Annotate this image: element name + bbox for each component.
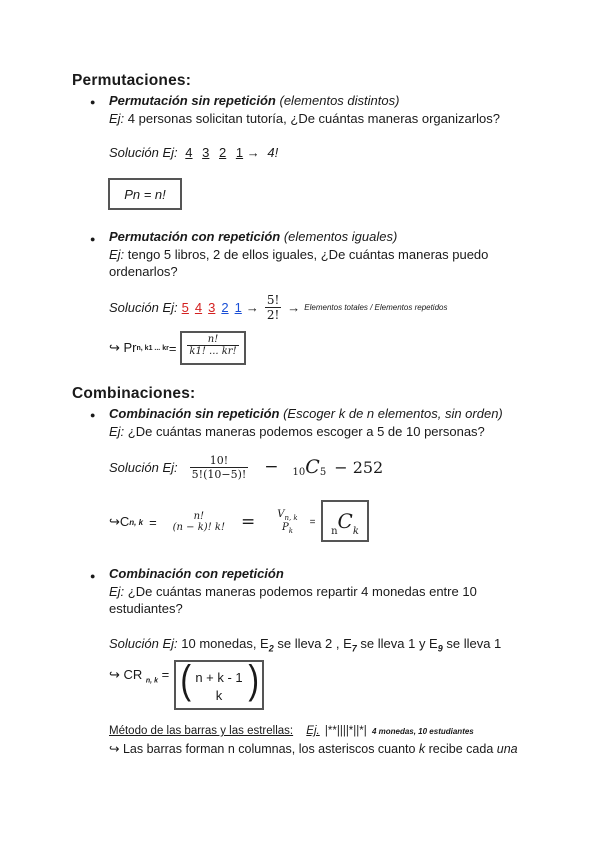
comb-sin-rep-formula: ↪C n, k = n! (n − k)! k! = $V_{n, k}$ $P_k$ = (109, 509, 316, 535)
metodo-label: Método de las barras y las estrellas: (109, 725, 294, 737)
sol-num: 1 (235, 145, 244, 160)
section-heading-permutaciones: Permutaciones: (72, 72, 192, 89)
binomial-top: n + k - 1 (195, 670, 243, 685)
comb-con-rep-title: Combinación con repetición (109, 566, 284, 581)
perm-con-rep-example-2: ordenarlos? (109, 264, 178, 279)
metodo-explanation: ↪ Las barras forman n columnas, los asteriscos cuanto k recibe cada una (109, 742, 518, 756)
formula-box-nck (321, 500, 369, 542)
perm-con-rep-desc: (elementos iguales) (283, 229, 398, 244)
binomial-right-paren: ) (248, 658, 259, 702)
sol-num: 4 (185, 145, 193, 160)
comb-sin-rep-desc: (Escoger k de n elementos, sin orden) (283, 406, 503, 421)
perm-sin-rep-example: Ej: 4 personas solicitan tutoría, ¿De cuántas maneras organizarlos? (109, 111, 500, 126)
comb-con-rep-example-1: Ej: ¿De cuántas maneras podemos repartir 4 monedas entre 10 (109, 584, 477, 599)
sol-fraction: $\frac{5!}{2!}$ (266, 292, 280, 322)
sol-fraction: $\frac{10!}{5!(10-5)!}$ (191, 453, 247, 481)
sol-num: 1 (234, 299, 242, 315)
perm-con-rep-title-line (109, 229, 397, 244)
arrow-icon: → (245, 299, 259, 315)
bullet-icon: ● (90, 97, 96, 107)
comb-con-rep-example-2: estudiantes? (109, 601, 183, 616)
perm-sin-rep-desc: (elementos distintos) (279, 93, 400, 108)
formula-box-pr (180, 331, 246, 365)
section-heading-combinaciones: Combinaciones: (72, 385, 196, 402)
perm-sin-rep-title-line (109, 93, 399, 108)
comb-sin-rep-solution: Solución Ej: $\frac{10!}{5!(10-5)!}$ − 10 C 5 − 252 (109, 453, 384, 481)
formula-nck: $_nC_k$ (331, 509, 359, 537)
perm-note: Elementos totales / Elementos repetidos (304, 302, 448, 312)
comb-con-rep-solution: Solución Ej: 10 monedas, $E_2$ se lleva 2 , $E_7$ se lleva 1 y $E_9$ se lleva 1 (109, 636, 502, 654)
metodo-note: 4 monedas, 10 estudiantes (371, 727, 474, 736)
metodo-pattern: |**||||*||*| (324, 725, 367, 737)
sol-num: 2 (221, 299, 229, 315)
bullet-icon: ● (90, 234, 96, 244)
perm-con-rep-formula: ↪ Pr n, k1 ... kr = (109, 340, 177, 356)
bullet-icon: ● (90, 410, 96, 420)
binomial-left-paren: ( (180, 658, 191, 702)
perm-con-rep-solution: Solución Ej: 5 4 3 2 1 → $\frac{5!}{2!}$ → Elementos totales / Elementos repetidos (109, 292, 448, 322)
sol-num: 2 (219, 145, 227, 160)
arrow-icon: → (287, 299, 301, 315)
formula-pn: Pn = n! (124, 187, 166, 202)
formula-fraction: n! (n − k)! k! (172, 511, 225, 533)
sol-num: 4 (194, 299, 203, 315)
sol-num: 3 (202, 145, 210, 160)
perm-con-rep-example-1: Ej: tengo 5 libros, 2 de ellos iguales, ¿De cuántas maneras puedo (109, 247, 489, 262)
perm-sin-rep-solution: Solución Ej: 4 3 2 1 → 4! (109, 145, 279, 160)
comb-sin-rep-example: Ej: ¿De cuántas maneras podemos escoger a 5 de 10 personas? (109, 424, 485, 439)
metodo-line (109, 725, 474, 737)
formula-box-binomial (174, 660, 264, 710)
formula-pr-fraction: $\frac{n!}{k1! ... kr!}$ (189, 334, 237, 357)
comb-con-rep-formula: ↪ CR $_{n, k}$ = (109, 667, 170, 685)
comb-sin-rep-title-line (109, 406, 503, 421)
perm-sin-rep-title: Permutación sin repetición (109, 93, 276, 108)
sol-num: 5 (181, 299, 189, 315)
sol-num: 3 (208, 299, 216, 315)
formula-box-pn (108, 178, 182, 210)
arrow-icon: → (246, 145, 260, 160)
sol-result: 4! (267, 145, 279, 160)
perm-con-rep-title: Permutación con repetición (109, 229, 281, 244)
comb-sin-rep-title: Combinación sin repetición (109, 406, 280, 421)
binomial-bottom: k (215, 688, 223, 703)
bullet-icon: ● (90, 571, 96, 581)
metodo-ej: Ej. (306, 725, 320, 737)
formula-vp-fraction: $V_{n, k}$ $P_k$ (277, 509, 298, 535)
